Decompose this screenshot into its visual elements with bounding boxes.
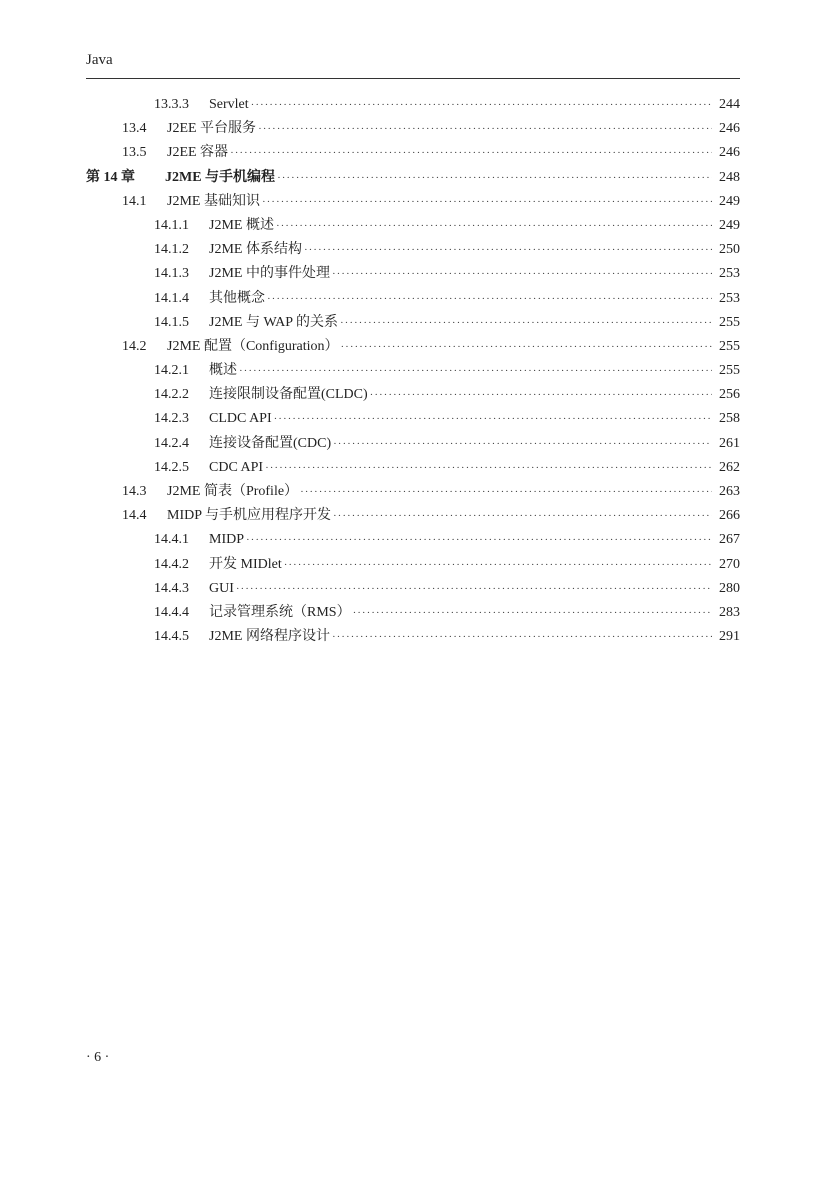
toc-entry-title: J2ME 基础知识 bbox=[167, 193, 260, 209]
dot-leader bbox=[230, 141, 712, 165]
dot-leader bbox=[267, 287, 712, 311]
dot-leader bbox=[276, 214, 712, 238]
toc-entry-number: 14.1.3 bbox=[154, 266, 189, 282]
toc-entry-page: 291 bbox=[719, 629, 740, 645]
toc-entry-number: 14.2.4 bbox=[154, 435, 189, 451]
dot-leader bbox=[239, 359, 712, 383]
dot-leader bbox=[265, 456, 712, 480]
toc-entry-number: 第 14 章 bbox=[86, 169, 135, 185]
toc-entry-title: MIDP bbox=[209, 532, 245, 548]
toc-entry-page: 267 bbox=[719, 532, 740, 548]
toc-entry-title: 连接设备配置(CDC) bbox=[209, 435, 332, 451]
toc-entry-title: J2ME 中的事件处理 bbox=[209, 266, 330, 282]
toc-chapter-entry[interactable] bbox=[86, 166, 740, 190]
toc-entry-page: 244 bbox=[719, 97, 740, 112]
toc-entry-number: 14.2.1 bbox=[154, 363, 189, 379]
toc-entry-title: J2ME 与手机编程 bbox=[165, 169, 276, 185]
dot-leader bbox=[258, 117, 712, 141]
toc-entry-number: 14.3 bbox=[122, 484, 147, 499]
toc-entry-number: 14.1.2 bbox=[154, 242, 189, 258]
toc-subsection-entry[interactable] bbox=[86, 238, 740, 262]
toc-section-entry[interactable] bbox=[86, 335, 740, 359]
toc-entry-number: 14.4.4 bbox=[154, 604, 189, 620]
dot-leader bbox=[370, 383, 712, 407]
toc-entry-page: 258 bbox=[719, 411, 740, 427]
toc-entry-number: 13.4 bbox=[122, 121, 147, 137]
dot-leader bbox=[262, 190, 712, 214]
toc-entry-number: 14.4.3 bbox=[154, 580, 189, 596]
toc-entry-title: J2EE 平台服务 bbox=[167, 121, 257, 137]
table-of-contents bbox=[86, 93, 740, 649]
toc-entry-title: J2ME 网络程序设计 bbox=[209, 629, 330, 645]
toc-section-entry[interactable] bbox=[86, 141, 740, 165]
toc-subsection-entry[interactable] bbox=[86, 214, 740, 238]
toc-section-entry[interactable] bbox=[86, 480, 740, 504]
dot-leader bbox=[246, 528, 712, 552]
toc-subsection-entry[interactable] bbox=[86, 359, 740, 383]
toc-entry-page: 263 bbox=[719, 484, 740, 499]
toc-entry-number: 14.1.1 bbox=[154, 217, 189, 233]
dot-leader bbox=[277, 166, 712, 190]
toc-subsection-entry[interactable] bbox=[86, 287, 740, 311]
toc-subsection-entry[interactable] bbox=[86, 528, 740, 552]
toc-entry-page: 249 bbox=[719, 217, 740, 233]
toc-subsection-entry[interactable] bbox=[86, 456, 740, 480]
toc-entry-page: 248 bbox=[719, 169, 740, 185]
dot-leader bbox=[274, 407, 712, 431]
dot-leader bbox=[341, 335, 713, 359]
toc-subsection-entry[interactable] bbox=[86, 383, 740, 407]
toc-entry-number: 14.1.5 bbox=[154, 314, 189, 330]
dot-leader bbox=[333, 504, 712, 528]
toc-entry-page: 246 bbox=[719, 145, 740, 161]
toc-entry-page: 255 bbox=[719, 314, 740, 330]
toc-entry-page: 283 bbox=[719, 604, 740, 620]
toc-entry-page: 250 bbox=[719, 242, 740, 258]
toc-entry-page: 270 bbox=[719, 556, 740, 572]
toc-entry-title: GUI bbox=[209, 580, 234, 596]
toc-section-entry[interactable] bbox=[86, 504, 740, 528]
toc-entry-title: 其他概念 bbox=[209, 290, 265, 306]
page-number: · 6 · bbox=[86, 1050, 110, 1065]
toc-entry-page: 255 bbox=[719, 363, 740, 379]
toc-entry-page: 261 bbox=[719, 435, 740, 451]
toc-subsection-entry[interactable] bbox=[86, 625, 740, 649]
toc-subsection-entry[interactable] bbox=[86, 432, 740, 456]
toc-entry-number: 13.3.3 bbox=[154, 97, 189, 112]
toc-entry-number: 14.2.5 bbox=[154, 459, 189, 475]
toc-subsection-entry[interactable] bbox=[86, 407, 740, 431]
toc-entry-number: 14.2.2 bbox=[154, 387, 189, 403]
toc-entry-number: 14.2 bbox=[122, 338, 147, 354]
toc-subsection-entry[interactable] bbox=[86, 553, 740, 577]
dot-leader bbox=[340, 311, 712, 335]
toc-entry-title: J2ME 与 WAP 的关系 bbox=[209, 314, 338, 330]
toc-entry-number: 14.2.3 bbox=[154, 411, 189, 427]
dot-leader bbox=[333, 432, 712, 456]
toc-entry-number: 14.4.5 bbox=[154, 629, 189, 645]
toc-entry-title: 连接限制设备配置(CLDC) bbox=[209, 387, 368, 403]
toc-entry-title: J2ME 体系结构 bbox=[209, 242, 302, 258]
toc-entry-title: J2ME 简表（Profile） bbox=[167, 484, 299, 499]
dot-leader bbox=[332, 625, 712, 649]
toc-entry-title: 开发 MIDlet bbox=[209, 556, 282, 572]
toc-entry-number: 14.1.4 bbox=[154, 290, 189, 306]
toc-entry-title: 概述 bbox=[209, 363, 237, 379]
toc-subsection-entry[interactable] bbox=[86, 311, 740, 335]
dot-leader bbox=[236, 577, 712, 601]
toc-entry-title: CLDC API bbox=[209, 411, 272, 427]
dot-leader bbox=[300, 480, 712, 504]
toc-entry-page: 255 bbox=[719, 338, 740, 354]
toc-entry-page: 280 bbox=[719, 580, 740, 596]
header-rule bbox=[86, 78, 740, 79]
dot-leader bbox=[304, 238, 712, 262]
toc-entry-title: Servlet bbox=[209, 97, 249, 112]
toc-entry-title: 记录管理系统（RMS） bbox=[209, 604, 351, 620]
toc-entry-title: J2ME 概述 bbox=[209, 217, 274, 233]
toc-entry-number: 14.1 bbox=[122, 193, 147, 209]
toc-section-entry[interactable] bbox=[86, 117, 740, 141]
toc-subsection-entry[interactable] bbox=[86, 93, 740, 117]
toc-entry-page: 262 bbox=[719, 459, 740, 475]
dot-leader bbox=[353, 601, 712, 625]
toc-entry-title: J2EE 容器 bbox=[167, 145, 229, 161]
toc-entry-page: 253 bbox=[719, 266, 740, 282]
dot-leader bbox=[251, 93, 712, 117]
dot-leader bbox=[284, 553, 712, 577]
toc-entry-page: 256 bbox=[719, 387, 740, 403]
toc-subsection-entry[interactable] bbox=[86, 577, 740, 601]
toc-entry-number: 14.4 bbox=[122, 508, 147, 524]
toc-entry-number: 14.4.1 bbox=[154, 532, 189, 548]
toc-entry-title: CDC API bbox=[209, 459, 264, 475]
toc-entry-page: 249 bbox=[719, 193, 740, 209]
dot-leader bbox=[332, 262, 712, 286]
toc-section-entry[interactable] bbox=[86, 190, 740, 214]
toc-entry-page: 253 bbox=[719, 290, 740, 306]
toc-entry-number: 13.5 bbox=[122, 145, 147, 161]
running-header: Java bbox=[86, 52, 113, 68]
toc-entry-title: MIDP 与手机应用程序开发 bbox=[167, 508, 331, 524]
toc-entry-title: J2ME 配置（Configuration） bbox=[167, 338, 339, 354]
toc-subsection-entry[interactable] bbox=[86, 601, 740, 625]
toc-subsection-entry[interactable] bbox=[86, 262, 740, 286]
toc-entry-number: 14.4.2 bbox=[154, 556, 189, 572]
toc-entry-page: 266 bbox=[719, 508, 740, 524]
toc-entry-page: 246 bbox=[719, 121, 740, 137]
